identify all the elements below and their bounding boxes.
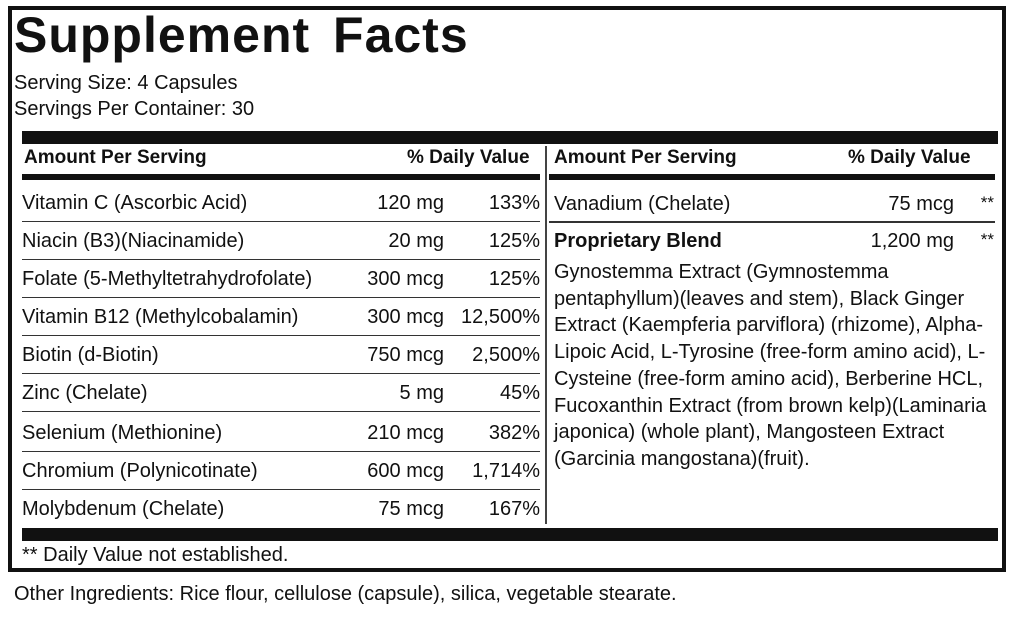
nutrient-name: Folate (5-Methyltetrahydrofolate)	[22, 268, 313, 290]
nutrient-name: Zinc (Chelate)	[22, 382, 148, 404]
nutrient-daily-value: 12,500%	[461, 306, 540, 328]
nutrient-row	[22, 184, 540, 222]
nutrient-daily-value: 167%	[488, 498, 540, 520]
left-amount-header: Amount Per Serving	[24, 147, 207, 168]
nutrient-amount: 750 mcg	[367, 344, 444, 366]
nutrient-amount: 120 mg	[377, 192, 444, 214]
nutrient-name: Vitamin B12 (Methylcobalamin)	[22, 306, 299, 328]
nutrient-daily-value: 382%	[488, 422, 540, 444]
nutrient-amount: 75 mcg	[888, 193, 954, 215]
footnote: ** Daily Value not established.	[22, 544, 289, 566]
nutrient-row-vanadium	[554, 193, 994, 223]
nutrient-daily-value: **	[980, 193, 994, 212]
nutrient-daily-value: 1,714%	[472, 460, 540, 482]
nutrient-daily-value: 2,500%	[472, 344, 540, 366]
nutrient-name: Selenium (Methionine)	[22, 422, 223, 444]
nutrient-amount: 210 mcg	[367, 422, 444, 444]
nutrient-amount: 300 mcg	[367, 268, 444, 290]
nutrient-amount: 5 mg	[399, 382, 444, 404]
column-divider	[545, 146, 547, 524]
nutrient-daily-value: 133%	[488, 192, 540, 214]
right-dv-header: % Daily Value	[848, 147, 971, 168]
nutrient-name: Vanadium (Chelate)	[554, 193, 731, 215]
nutrient-amount: 300 mcg	[367, 306, 444, 328]
other-ingredients: Other Ingredients: Rice flour, cellulose (capsule), silica, vegetable stearate.	[14, 583, 677, 605]
nutrient-row	[22, 414, 540, 452]
nutrient-name: Niacin (B3)(Niacinamide)	[22, 230, 245, 252]
nutrient-row	[22, 336, 540, 374]
nutrient-name: Molybdenum (Chelate)	[22, 498, 225, 520]
blend-daily-value: **	[980, 230, 994, 249]
nutrient-name: Vitamin C (Ascorbic Acid)	[22, 192, 248, 214]
proprietary-blend-row	[554, 230, 994, 260]
nutrient-name: Chromium (Polynicotinate)	[22, 460, 258, 482]
blend-ingredients: Gynostemma Extract (Gymnostemma pentaphyllum)(leaves and stem), Black Ginger Extract (Kaempferia parviflora) (rhizome), Alpha-Lipoic Acid, L-Tyrosine (free-form amino acid), L-Cysteine (free-form amino acid), Berberine HCL, Fucoxanthin Extract (from brown kelp)(Laminaria japonica) (whole plant), Mangosteen Extract (Garcinia mangostana)(fruit).	[554, 261, 987, 470]
nutrient-row	[22, 298, 540, 336]
servings-per-container: Servings Per Container: 30	[14, 98, 255, 120]
bottom-thick-divider	[22, 528, 998, 541]
nutrient-amount: 75 mcg	[378, 498, 444, 520]
row-divider	[22, 411, 540, 413]
blend-name: Proprietary Blend	[554, 230, 722, 252]
top-thick-divider	[22, 131, 998, 144]
nutrient-amount: 600 mcg	[367, 460, 444, 482]
nutrient-row	[22, 490, 540, 528]
nutrient-daily-value: 45%	[499, 382, 540, 404]
nutrient-name: Biotin (d-Biotin)	[22, 344, 159, 366]
nutrient-row	[22, 260, 540, 298]
right-amount-header: Amount Per Serving	[554, 147, 737, 168]
panel-title: Supplement Facts	[14, 7, 469, 63]
nutrient-row	[22, 374, 540, 412]
nutrient-row	[22, 222, 540, 260]
nutrient-amount: 20 mg	[388, 230, 444, 252]
left-header-divider	[22, 174, 540, 180]
nutrient-daily-value: 125%	[488, 230, 540, 252]
row-divider	[549, 221, 995, 223]
nutrient-row	[22, 452, 540, 490]
serving-size: Serving Size: 4 Capsules	[14, 72, 238, 94]
nutrient-daily-value: 125%	[488, 268, 540, 290]
left-dv-header: % Daily Value	[407, 147, 530, 168]
blend-amount: 1,200 mg	[870, 230, 954, 252]
right-header-divider	[549, 174, 995, 180]
